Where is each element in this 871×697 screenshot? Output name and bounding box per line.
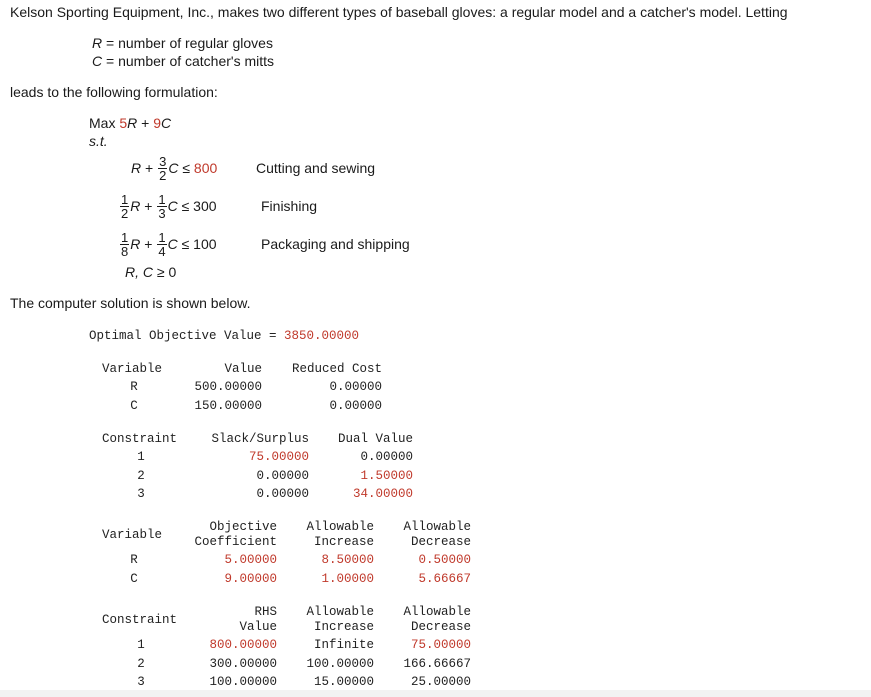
header-variable: Variable	[102, 362, 163, 376]
table-cell: C	[130, 399, 138, 413]
table-cell: 500.00000	[194, 380, 262, 394]
header-rhs: RHS	[254, 605, 277, 619]
definition-r: R = number of regular gloves	[92, 35, 273, 51]
table-cell: 100.00000	[306, 657, 374, 671]
header-decrease: Decrease	[410, 535, 471, 549]
header-allowable-dec: Allowable	[403, 605, 471, 619]
fraction: $\frac{1}{2}$	[121, 191, 129, 221]
table-cell: 0.00000	[329, 399, 382, 413]
fraction: $\frac{3}{2}$	[159, 153, 167, 183]
table-cell: 34.00000	[352, 487, 413, 501]
constraint-2: $\frac{1}{2}$ R + $\frac{1}{3}$ C ≤ 300	[121, 191, 217, 221]
nonnegativity: R, C ≥ 0	[125, 264, 177, 280]
table-cell: R	[130, 553, 138, 567]
table-cell: 150.00000	[194, 399, 262, 413]
table-cell: 8.50000	[321, 553, 374, 567]
table-cell: 5.66667	[418, 572, 471, 586]
constraint-3: $\frac{1}{8}$ R + $\frac{1}{4}$ C ≤ 100	[121, 229, 217, 259]
table-cell: 0.00000	[329, 380, 382, 394]
header-dual-value: Dual Value	[337, 432, 413, 446]
table-cell: 1	[137, 638, 145, 652]
header-reduced-cost: Reduced Cost	[291, 362, 382, 376]
header-slack-surplus: Slack/Surplus	[211, 432, 309, 446]
table-cell: 3	[137, 487, 145, 501]
table-cell: 2	[137, 469, 145, 483]
objective-function: Max 5R + 9C	[89, 115, 172, 131]
constraint-1: R + $\frac{3}{2}$ C ≤ 800	[131, 153, 218, 183]
header-variable: Variable	[102, 528, 163, 542]
header-decrease: Decrease	[410, 620, 471, 634]
table-cell: 75.00000	[410, 638, 471, 652]
header-value: Value	[239, 620, 277, 634]
table-cell: 75.00000	[248, 450, 309, 464]
table-cell: 1.50000	[360, 469, 413, 483]
table-cell: 5.00000	[224, 553, 277, 567]
header-objective: Objective	[209, 520, 277, 534]
header-increase: Increase	[313, 620, 374, 634]
header-value: Value	[224, 362, 262, 376]
definition-c: C = number of catcher's mitts	[92, 53, 275, 69]
table-cell: 300.00000	[209, 657, 277, 671]
fraction: $\frac{1}{8}$	[121, 229, 129, 259]
table-cell: 15.00000	[313, 675, 374, 689]
table-cell: 3	[137, 675, 145, 689]
table-cell: 0.00000	[256, 487, 309, 501]
table-cell: 0.00000	[360, 450, 413, 464]
table-cell: 9.00000	[224, 572, 277, 586]
header-allowable-dec: Allowable	[403, 520, 471, 534]
table-cell: 1	[137, 450, 145, 464]
fraction: $\frac{1}{4}$	[158, 229, 166, 259]
table-cell: 166.66667	[403, 657, 471, 671]
intro-text: Kelson Sporting Equipment, Inc., makes two different types of baseball gloves: a regular model and a catcher's model. Letting	[10, 4, 788, 20]
header-increase: Increase	[313, 535, 374, 549]
table-cell: 0.00000	[256, 469, 309, 483]
leads-text: leads to the following formulation:	[10, 84, 218, 100]
table-cell: 2	[137, 657, 145, 671]
table-cell: 800.00000	[209, 638, 277, 652]
table-cell: C	[130, 572, 138, 586]
table-cell: 0.50000	[418, 553, 471, 567]
table-cell: 100.00000	[209, 675, 277, 689]
header-constraint: Constraint	[102, 613, 178, 627]
header-allowable-inc: Allowable	[306, 520, 374, 534]
header-allowable-inc: Allowable	[306, 605, 374, 619]
constraint-3-label: Packaging and shipping	[261, 236, 410, 252]
bottom-edge	[0, 690, 871, 697]
subject-to: s.t.	[89, 133, 108, 149]
fraction: $\frac{1}{3}$	[158, 191, 166, 221]
computer-solution-text: The computer solution is shown below.	[10, 295, 251, 311]
table-cell: 1.00000	[321, 572, 374, 586]
optimal-objective: Optimal Objective Value = 3850.00000	[89, 329, 360, 343]
constraint-1-label: Cutting and sewing	[256, 160, 376, 176]
table-cell: Infinite	[313, 638, 374, 652]
table-cell: 25.00000	[410, 675, 471, 689]
header-coefficient: Coefficient	[194, 535, 277, 549]
table-cell: R	[130, 380, 138, 394]
header-constraint: Constraint	[102, 432, 178, 446]
constraint-2-label: Finishing	[261, 198, 318, 214]
